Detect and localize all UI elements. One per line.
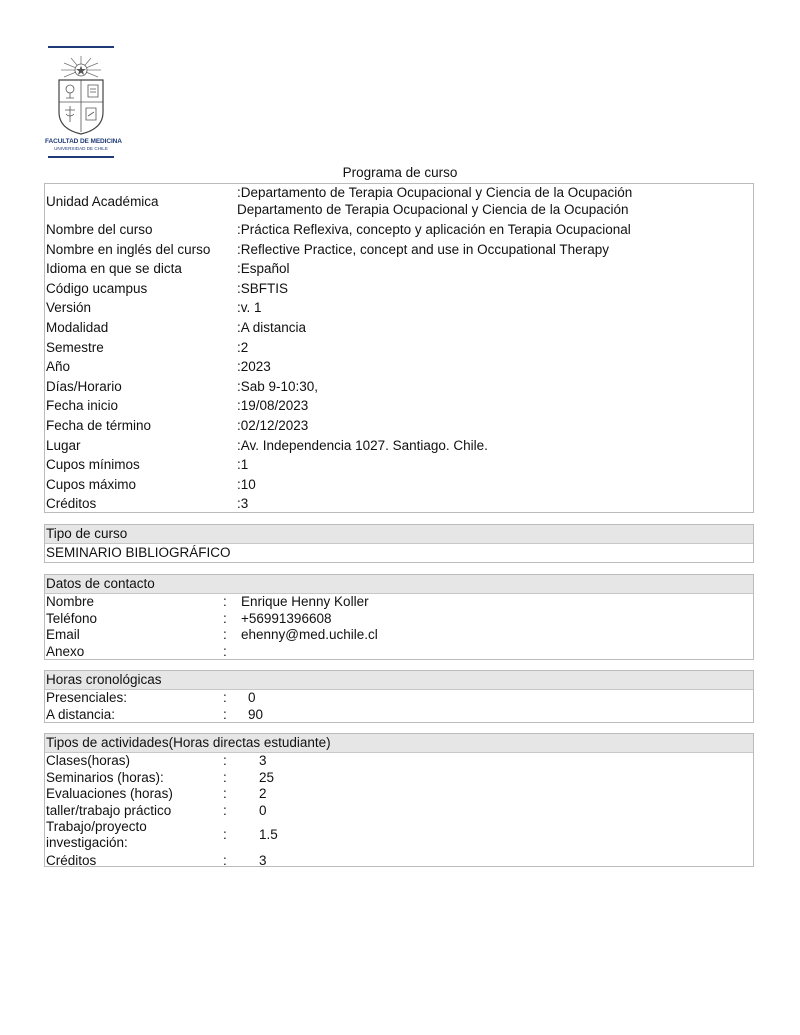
course-row <box>45 436 753 456</box>
activity-colon: : <box>223 853 227 869</box>
course-label: Semestre <box>46 339 104 355</box>
course-label: Modalidad <box>46 319 109 335</box>
hours-label: A distancia: <box>46 706 116 722</box>
course-value: :Reflective Practice, concept and use in Occupational Therapy <box>237 241 609 257</box>
section-header: Tipos de actividades(Horas directas estudiante) <box>45 734 753 753</box>
logo-university-text: UNIVERSIDAD DE CHILE <box>54 146 108 151</box>
course-value: :Av. Independencia 1027. Santiago. Chile. <box>237 437 488 453</box>
course-label: Código ucampus <box>46 280 148 296</box>
activity-label: Clases(horas) <box>46 753 131 768</box>
logo-faculty-text: FACULTAD DE MEDICINA <box>45 138 122 145</box>
course-row-unidad <box>45 184 753 220</box>
activity-colon: : <box>223 802 227 818</box>
hours-value: 0 <box>248 690 256 705</box>
course-value: :3 <box>237 496 249 512</box>
hours-row <box>45 707 753 724</box>
course-row <box>45 475 753 495</box>
course-value: :10 <box>237 476 256 492</box>
contact-label: Nombre <box>46 594 95 609</box>
hours-label: Presenciales: <box>46 690 128 705</box>
course-label: Fecha inicio <box>46 398 119 414</box>
university-crest-icon <box>53 54 109 136</box>
activity-value: 3 <box>259 853 267 869</box>
logo-bottom-rule <box>48 156 114 158</box>
contact-colon: : <box>223 643 227 659</box>
contact-label: Email <box>46 627 80 643</box>
activity-row <box>45 753 753 770</box>
course-row <box>45 455 753 475</box>
course-type-section <box>44 524 754 563</box>
course-row <box>45 416 753 436</box>
course-label: Versión <box>46 300 92 316</box>
activities-section <box>44 733 754 867</box>
activity-label: Seminarios (horas): <box>46 769 164 785</box>
course-info-table <box>44 183 754 513</box>
course-label: Cupos mínimos <box>46 457 140 473</box>
course-value-line: :Departamento de Terapia Ocupacional y Ciencia de la Ocupación <box>237 185 633 200</box>
course-value: :Español <box>237 261 290 277</box>
course-value: :2023 <box>237 359 271 375</box>
course-row <box>45 318 753 338</box>
contact-row <box>45 611 753 628</box>
section-header: Tipo de curso <box>45 525 753 544</box>
activity-row <box>45 770 753 787</box>
course-label: Unidad Académica <box>46 194 159 209</box>
activity-value: 3 <box>259 753 267 768</box>
section-header: Horas cronológicas <box>45 671 753 690</box>
contact-label: Teléfono <box>46 610 98 626</box>
course-row <box>45 377 753 397</box>
course-label: Créditos <box>46 496 97 512</box>
contact-value: Enrique Henny Koller <box>241 594 369 609</box>
course-value: :19/08/2023 <box>237 398 309 414</box>
activity-colon: : <box>223 769 227 785</box>
course-value: :02/12/2023 <box>237 417 309 433</box>
course-label: Días/Horario <box>46 378 122 394</box>
course-value: :Práctica Reflexiva, concepto y aplicación en Terapia Ocupacional <box>237 222 631 237</box>
activity-label: taller/trabajo práctico <box>46 802 172 818</box>
course-value <box>237 184 632 218</box>
activity-row <box>45 803 753 820</box>
course-value: :Sab 9-10:30, <box>237 378 319 394</box>
course-label: Fecha de término <box>46 417 152 433</box>
course-row <box>45 396 753 416</box>
course-value: :1 <box>237 457 249 473</box>
activity-colon: : <box>223 827 227 843</box>
contact-colon: : <box>223 610 227 626</box>
course-value: :2 <box>237 339 249 355</box>
course-row <box>45 494 753 514</box>
course-value-line: Departamento de Terapia Ocupacional y Ciencia de la Ocupación <box>237 202 629 217</box>
contact-row <box>45 627 753 644</box>
course-row <box>45 240 753 260</box>
hours-value: 90 <box>248 706 264 722</box>
page-title: Programa de curso <box>342 165 458 180</box>
course-label: Idioma en que se dicta <box>46 261 182 277</box>
contact-value: +56991396608 <box>241 610 332 626</box>
course-value: :A distancia <box>237 319 307 335</box>
contact-row <box>45 644 753 661</box>
course-type-value: SEMINARIO BIBLIOGRÁFICO <box>46 545 231 560</box>
course-label: Lugar <box>46 437 81 453</box>
course-row <box>45 279 753 299</box>
hours-colon: : <box>223 706 227 722</box>
course-row <box>45 220 753 240</box>
contact-colon: : <box>223 594 227 609</box>
activity-colon: : <box>223 753 227 768</box>
activity-row <box>45 853 753 870</box>
course-value: :v. 1 <box>237 300 262 316</box>
section-header: Datos de contacto <box>45 575 753 594</box>
activity-value: 25 <box>259 769 275 785</box>
contact-label: Anexo <box>46 643 85 659</box>
course-label: Nombre en inglés del curso <box>46 241 211 257</box>
contact-email[interactable]: ehenny@med.uchile.cl <box>241 627 378 643</box>
contact-row <box>45 594 753 611</box>
contact-section <box>44 574 754 660</box>
course-row <box>45 298 753 318</box>
course-label: Nombre del curso <box>46 222 153 237</box>
activity-value: 0 <box>259 802 267 818</box>
hours-row <box>45 690 753 707</box>
activity-value: 2 <box>259 786 267 802</box>
course-row <box>45 357 753 377</box>
activity-label: Trabajo/proyecto investigación: <box>46 819 147 851</box>
hours-section <box>44 670 754 723</box>
logo-top-rule <box>48 46 114 48</box>
activity-value: 1.5 <box>259 827 278 843</box>
activity-label: Créditos <box>46 853 97 869</box>
faculty-logo <box>45 46 122 160</box>
hours-colon: : <box>223 690 227 705</box>
course-row <box>45 259 753 279</box>
course-label: Cupos máximo <box>46 476 137 492</box>
activity-row <box>45 786 753 803</box>
activity-row <box>45 819 753 853</box>
contact-colon: : <box>223 627 227 643</box>
activity-colon: : <box>223 786 227 802</box>
activity-label: Evaluaciones (horas) <box>46 786 173 802</box>
course-value: :SBFTIS <box>237 280 289 296</box>
course-row <box>45 338 753 358</box>
course-label: Año <box>46 359 71 375</box>
